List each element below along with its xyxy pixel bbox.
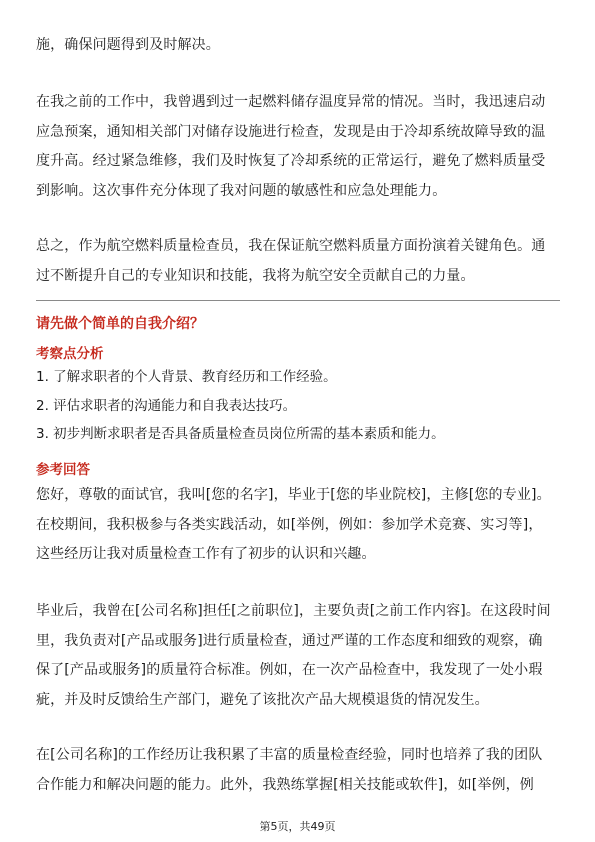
answer-paragraph-intro xyxy=(36,481,560,570)
analysis-list xyxy=(36,363,445,449)
text-line: 度升高。经过紧急维修，我们及时恢复了冷却系统的正常运行，避免了燃料质量受 xyxy=(36,153,546,169)
question-title: 请先做个简单的自我介绍？ xyxy=(36,316,204,332)
paragraph-continuation xyxy=(36,31,560,61)
text-line: 这些经历让我对质量检查工作有了初步的认识和兴趣。 xyxy=(36,546,376,562)
text-line: 施，确保问题得到及时解决。 xyxy=(36,37,220,53)
text-line: 保了[产品或服务]的质量符合标准。例如，在一次产品检查中，我发现了一处小瑕 xyxy=(36,662,543,678)
answer-heading: 参考回答 xyxy=(36,462,90,478)
paragraph-incident xyxy=(36,88,560,206)
text-line: 应急预案，通知相关部门对储存设施进行检查，发现是由于冷却系统故障导致的温 xyxy=(36,123,546,140)
answer-paragraph-skills xyxy=(36,741,560,800)
answer-paragraph-experience xyxy=(36,597,560,715)
paragraph-conclusion xyxy=(36,232,560,291)
page-number: 第5页，共49页 xyxy=(259,820,336,833)
text-line: 您好，尊敬的面试官，我叫[您的名字]，毕业于[您的毕业院校]，主修[您的专业]。 xyxy=(36,487,551,503)
section-divider xyxy=(36,300,560,301)
text-line: 毕业后，我曾在[公司名称]担任[之前职位]，主要负责[之前工作内容]。在这段时间 xyxy=(36,603,551,619)
text-line: 在[公司名称]的工作经历让我积累了丰富的质量检查经验，同时也培养了我的团队 xyxy=(36,747,543,763)
text-line: 总之，作为航空燃料质量检查员，我在保证航空燃料质量方面扮演着关键角色。通 xyxy=(36,238,546,254)
text-line: 合作能力和解决问题的能力。此外，我熟练掌握[相关技能或软件]，如[举例，例 xyxy=(36,776,534,793)
text-line: 在校期间，我积极参与各类实践活动，如[举例，例如：参加学术竞赛、实习等]， xyxy=(36,516,543,533)
text-line: 疵，并及时反馈给生产部门，避免了该批次产品大规模退货的情况发生。 xyxy=(36,691,489,708)
list-item: 3. 初步判断求职者是否具备质量检查员岗位所需的基本素质和能力。 xyxy=(36,426,445,442)
analysis-heading: 考察点分析 xyxy=(36,346,104,362)
text-line: 里，我负责对[产品或服务]进行质量检查，通过严谨的工作态度和细致的观察，确 xyxy=(36,632,543,649)
list-item: 2. 评估求职者的沟通能力和自我表达技巧。 xyxy=(36,397,297,414)
document-page xyxy=(36,0,560,842)
list-item: 1. 了解求职者的个人背景、教育经历和工作经验。 xyxy=(36,369,337,385)
text-line: 到影响。这次事件充分体现了我对问题的敏感性和应急处理能力。 xyxy=(36,182,447,199)
text-line: 过不断提升自己的专业知识和技能，我将为航空安全贡献自己的力量。 xyxy=(36,267,475,284)
text-line: 在我之前的工作中，我曾遇到过一起燃料储存温度异常的情况。当时，我迅速启动 xyxy=(36,94,546,110)
